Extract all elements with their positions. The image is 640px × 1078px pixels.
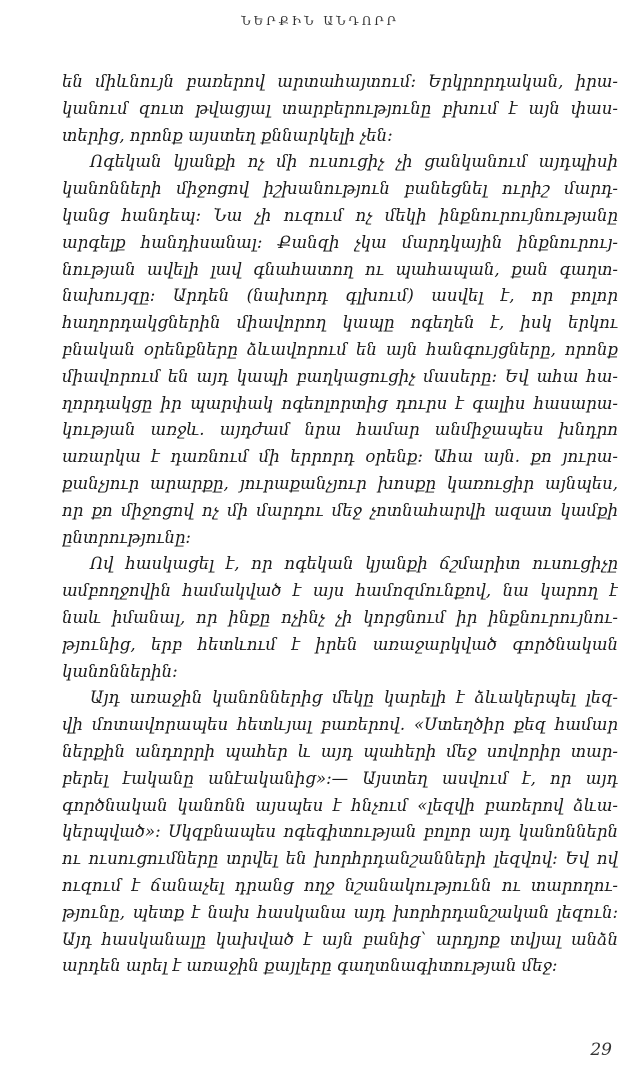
page-number: 29 [590,1040,612,1060]
text-line: Ոգեկան կյանքի ոչ մի ուսուցիչ չի ցանկանում այդպիսի [90,152,618,172]
text-line: նախույզը: Արդեն (նախորդ գլխում) ասվել է, որ բոլոր [62,286,618,306]
text-line: կանում զուտ թվացյալ տարբերությունը բխում է այն փաս- [62,98,618,118]
text-line: թյունը, պետք է նախ հասկանա այդ խորհրդանշական լեզուն: [62,902,618,922]
text-line: ու ուսուցումները տրվել են խորհրդանշանների լեզվով: Եվ ով [62,849,618,869]
text-line: միավորում են այդ կապի բաղկացուցիչ մասերը: Եվ ահա հա- [62,366,618,386]
text-line: տերից, որոնք այստեղ քննարկելի չեն: [62,125,393,145]
text-line: կանց հանդեպ: Նա չի ուզում ոչ մեկի ինքնուրույնությանը [62,205,618,225]
text-line: ներքին անդորրի պահեր և այդ պահերի մեջ սովորիր տար- [62,741,618,761]
text-line: վի մոտավորապես հետևյալ բառերով. «Ստեղծիր քեզ համար [62,715,618,735]
text-line: կանոնների միջոցով իշխանություն բանեցնել ուրիշ մարդ- [62,179,618,199]
text-line: են միևնույն բառերով արտահայտում: Երկրորդական, իրա- [62,72,618,91]
text-line: կերպված»: Սկզբնապես ոգեգիտության բոլոր այդ կանոններն [62,822,618,842]
text-line: կանոններին: [62,661,178,681]
text-line: ամբողջովին համակված է այս համոզմունքով, նա կարող է [62,581,618,601]
text-line: Այդ հասկանալը կախված է այն բանից՝ արդյոք տվյալ անձն [62,929,618,949]
text-line: նաև իմանալ, որ ինքը ոչինչ չի կորցնում իր ինքնուրույնու- [62,607,618,627]
text-line: գործնական կանոնն այսպես է հնչում «լեզվի բառերով ձևա- [62,795,618,815]
text-line: հաղորդակցներին միավորող կապը ոգեղեն է, իսկ երկու [62,313,618,333]
text-line: ընտրությունը: [62,527,191,547]
text-line: որ քո միջոցով ոչ մի մարդու մեջ չոտնահարվի ազատ կամքի [62,500,618,520]
text-line: ղորդակցը իր պարփակ ոգեոլորտից դուրս է գալիս հասարա- [62,393,618,413]
running-head: ՆԵՐՔԻՆ ԱՆԴՈՐՐ [241,14,399,28]
text-line: արգելք հանդիսանալ: Քանզի չկա մարդկային ինքնուրույ- [62,232,618,252]
text-line: առարկա է դառնում մի երրորդ օրենք: Ահա այն. քո յուրա- [62,447,618,467]
text-line: բնական օրենքները ձևավորում են այն հանգույցները, որոնք [62,339,618,359]
text-line: կության առջև. այդժամ նրա համար անմիջապես խնդրո [62,420,618,440]
text-line: քանչյուր արարքը, յուրաքանչյուր խոսքը կառուցիր այնպես, [62,473,618,493]
text-line: Ով հասկացել է, որ ոգեկան կյանքի ճշմարիտ ուսուցիչը [90,554,618,574]
body-text [62,69,618,980]
text-line: Այդ առաջին կանոններից մեկը կարելի է ձևակերպել լեզ- [90,688,618,708]
text-line: բերել էականը անէականից»:— Այստեղ ասվում է, որ այդ [62,768,618,788]
text-line: ուզում է ճանաչել դրանց ողջ նշանակությունն ու տարողու- [62,875,618,895]
text-line: թյունից, երբ հետևում է իրեն առաջարկված գործնական [62,634,618,654]
text-line: արդեն արել է առաջին քայլերը գաղտնագիտության մեջ: [62,956,558,976]
text-line: նության ավելի լավ գնահատող ու պահապան, քան գաղտ- [62,259,618,279]
